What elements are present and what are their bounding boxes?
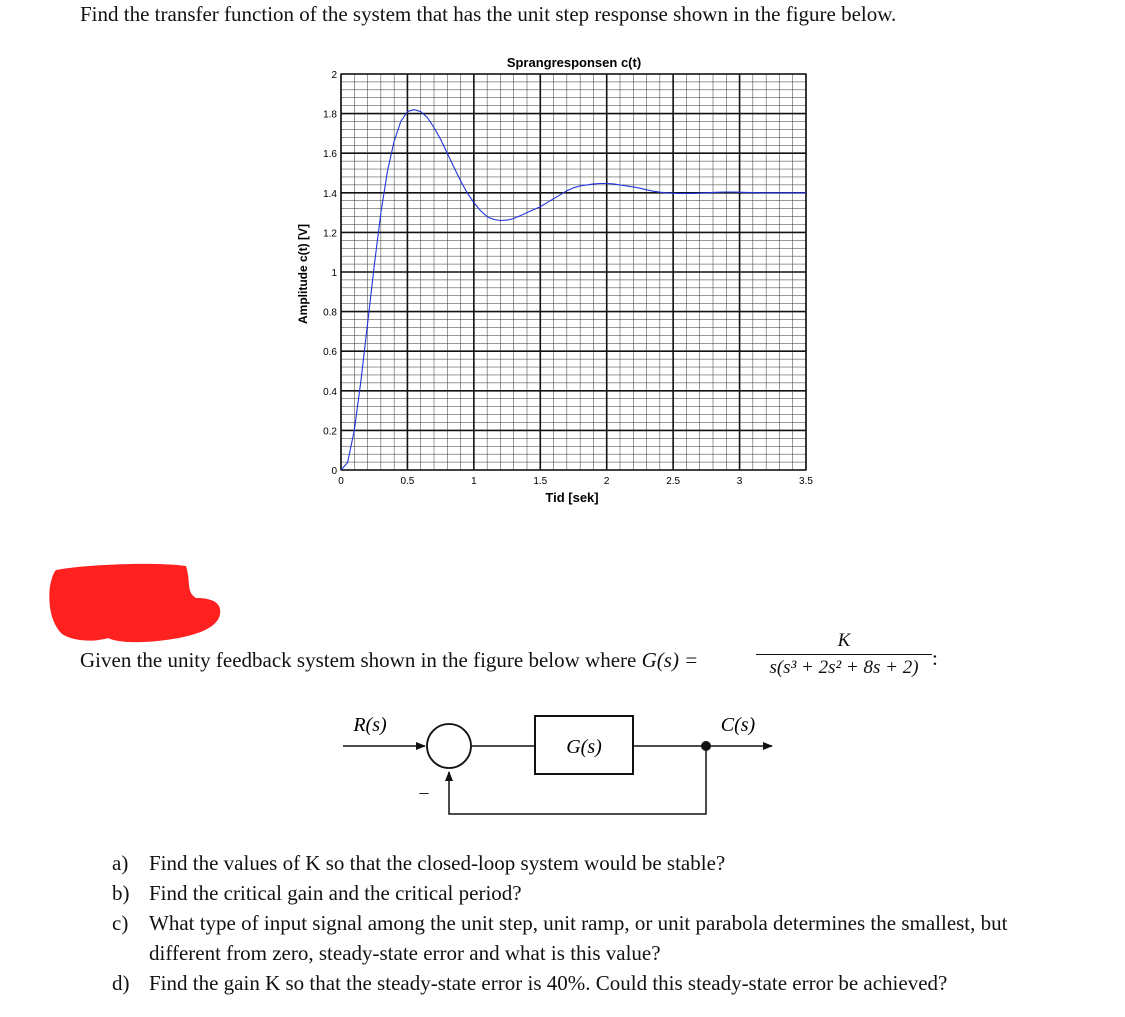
question-label: d) — [112, 971, 130, 995]
fraction-bar — [756, 654, 932, 655]
x-tick-label: 1 — [471, 476, 477, 487]
y-tick-label: 1.8 — [323, 109, 337, 121]
x-tick-label: 1.5 — [533, 476, 548, 487]
y-tick-label: 1 — [331, 268, 337, 279]
tf-denominator: s(s³ + 2s² + 8s + 2) — [769, 657, 919, 678]
summing-junction — [427, 724, 471, 768]
question-text: Find the gain K so that the steady-state error is 40%. Could this steady-state error be achieved? — [149, 971, 948, 995]
question-label: c) — [112, 911, 129, 935]
block-diagram — [0, 700, 1125, 830]
y-tick-label: 0.6 — [323, 347, 337, 359]
chart-y-label: Amplitude c(t) [V] — [296, 224, 310, 324]
question-intro: Find the transfer function of the system that has the unit step response shown in the figure below. — [80, 2, 897, 26]
y-tick-label: 0 — [331, 466, 337, 477]
y-tick-label: 0.2 — [323, 426, 337, 438]
question-label: a) — [112, 851, 129, 875]
question-text: What type of input signal among the unit step, unit ramp, or unit parabola determines the smallest, but different from zero, steady-state error and what is this value? — [149, 911, 1008, 965]
x-tick-label: 2.5 — [666, 476, 681, 487]
y-tick-labels — [323, 70, 337, 477]
x-tick-label: 0.5 — [400, 476, 415, 487]
transfer-function-fraction — [756, 630, 932, 679]
y-tick-label: 0.4 — [323, 386, 337, 398]
minus-sign: – — [419, 782, 429, 802]
question-item-a — [112, 848, 1049, 878]
x-tick-label: 0 — [338, 476, 344, 487]
question-text: Find the values of K so that the closed-loop system would be stable? — [149, 851, 726, 875]
red-redaction-mark — [46, 562, 222, 644]
y-tick-label: 0.8 — [323, 307, 337, 319]
x-tick-labels — [338, 476, 813, 487]
chart-major-grid — [341, 74, 806, 470]
feedback-question-text: Given the unity feedback system shown in the figure below where — [80, 648, 642, 672]
output-label: C(s) — [720, 714, 756, 736]
feedback-question — [80, 648, 698, 673]
y-tick-label: 2 — [331, 70, 337, 81]
x-tick-label: 3.5 — [799, 476, 813, 487]
input-label: R(s) — [353, 714, 387, 736]
y-tick-label: 1.2 — [323, 228, 337, 240]
question-list — [112, 848, 1049, 998]
question-item-b — [112, 878, 1049, 908]
chart-title: Sprangresponsen c(t) — [506, 55, 642, 70]
tf-numerator: K — [837, 630, 851, 651]
x-tick-label: 3 — [736, 476, 743, 487]
question-item-d — [112, 968, 1049, 998]
chart-x-label: Tid [sek] — [545, 490, 599, 505]
block-label: G(s) — [566, 736, 602, 758]
question-item-c — [112, 908, 1049, 968]
g-symbol: G(s) = — [641, 648, 699, 672]
step-response-line — [341, 110, 806, 470]
question-text: Find the critical gain and the critical period? — [149, 881, 522, 905]
y-tick-label: 1.6 — [323, 149, 337, 161]
x-tick-label: 2 — [603, 476, 610, 487]
y-tick-label: 1.4 — [323, 188, 337, 200]
question-label: b) — [112, 881, 130, 905]
tf-colon: : — [932, 646, 938, 670]
